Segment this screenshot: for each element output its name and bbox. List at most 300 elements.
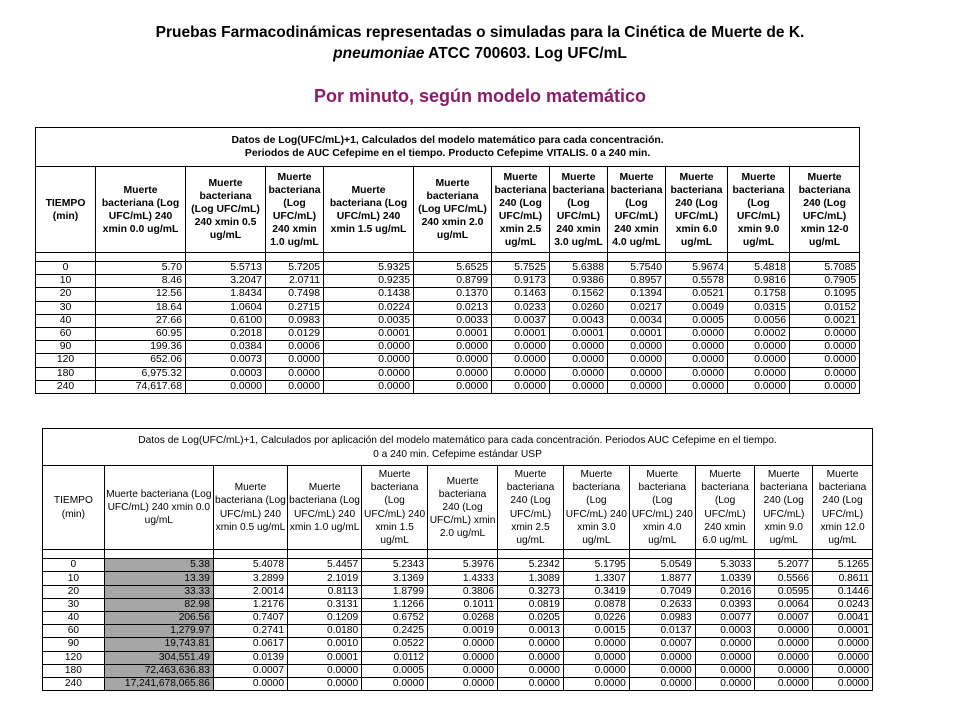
value-cell: 0.0001	[288, 651, 362, 664]
value-cell: 5.9325	[324, 262, 414, 275]
value-cell: 5.38	[104, 559, 213, 572]
value-cell: 0.0000	[790, 380, 860, 393]
value-cell: 0.0000	[813, 651, 873, 664]
table2-spacer-cell	[43, 550, 105, 559]
value-cell: 0.1394	[608, 288, 666, 301]
value-cell: 0.0000	[755, 677, 813, 690]
value-cell: 5.3033	[695, 559, 755, 572]
value-cell: 0.3273	[498, 585, 564, 598]
value-cell: 0.0000	[428, 664, 498, 677]
table1-header-4: Muerte bacteriana (Log UFC/mL) 240 xmin 1.5 ug/mL	[324, 167, 414, 253]
value-cell: 0.0000	[695, 677, 755, 690]
table1-spacer-cell	[666, 253, 728, 262]
value-cell: 0.0007	[755, 611, 813, 624]
value-cell: 0.0000	[550, 380, 608, 393]
table2-header-6: Muerte bacteriana 240 (Log UFC/mL) xmin 2.5 ug/mL	[498, 466, 564, 550]
value-cell: 8.46	[96, 275, 186, 288]
value-cell: 5.4457	[288, 559, 362, 572]
value-cell: 82.98	[104, 598, 213, 611]
table2-spacer-cell	[362, 550, 428, 559]
value-cell: 1.0339	[695, 572, 755, 585]
value-cell: 0.0000	[695, 664, 755, 677]
value-cell: 0.0000	[550, 341, 608, 354]
table-row	[43, 559, 873, 572]
table1-spacer-cell	[790, 253, 860, 262]
title-line-1: Pruebas Farmacodinámicas representadas o simuladas para la Cinética de Muerte de K.	[155, 24, 805, 41]
value-cell: 19,743.81	[104, 638, 213, 651]
value-cell: 0.0000	[728, 341, 790, 354]
value-cell: 0.0000	[492, 367, 550, 380]
value-cell: 0.0000	[790, 354, 860, 367]
value-cell: 5.7540	[608, 262, 666, 275]
value-cell: 0.0522	[362, 638, 428, 651]
value-cell: 0.0000	[498, 638, 564, 651]
table-row	[36, 262, 860, 275]
value-cell: 0.0000	[695, 638, 755, 651]
value-cell: 0.0000	[414, 367, 492, 380]
value-cell: 0.0000	[324, 367, 414, 380]
value-cell: 0.1438	[324, 288, 414, 301]
value-cell: 5.1795	[563, 559, 629, 572]
table2-caption-line-2: 0 a 240 min. Cefepime estándar USP	[373, 449, 542, 460]
value-cell: 0.0000	[666, 354, 728, 367]
table2-header-11: Muerte bacteriana 240 (Log UFC/mL) xmin 12.0 ug/mL	[813, 466, 873, 550]
value-cell: 5.5713	[186, 262, 266, 275]
table2-header-1: Muerte bacteriana (Log UFC/mL) 240 xmin 0.0 ug/mL	[104, 466, 213, 550]
value-cell: 0.0595	[755, 585, 813, 598]
table1-header-2: Muerte bacteriana (Log UFC/mL) 240 xmin 0.5 ug/mL	[186, 167, 266, 253]
value-cell: 0.1095	[790, 288, 860, 301]
table-row	[43, 585, 873, 598]
value-cell: 0.0033	[414, 314, 492, 327]
value-cell: 0.0000	[813, 664, 873, 677]
value-cell: 0.0000	[428, 651, 498, 664]
value-cell: 0.0000	[629, 651, 695, 664]
value-cell: 0.1446	[813, 585, 873, 598]
value-cell: 0.7407	[213, 611, 287, 624]
table1-spacer-cell	[728, 253, 790, 262]
table-row	[36, 314, 860, 327]
value-cell: 0.0073	[186, 354, 266, 367]
table2-spacer-cell	[288, 550, 362, 559]
value-cell: 0.6100	[186, 314, 266, 327]
table2-header-9: Muerte bacteriana (Log UFC/mL) 240 xmin 6.0 ug/mL	[695, 466, 755, 550]
value-cell: 3.2047	[186, 275, 266, 288]
value-cell: 5.1265	[813, 559, 873, 572]
value-cell: 2.0014	[213, 585, 287, 598]
value-cell: 0.0180	[288, 625, 362, 638]
value-cell: 0.0000	[666, 341, 728, 354]
value-cell: 0.0384	[186, 341, 266, 354]
value-cell: 1,279.97	[104, 625, 213, 638]
value-cell: 0.0000	[755, 638, 813, 651]
value-cell: 0.2016	[695, 585, 755, 598]
value-cell: 0.0000	[790, 341, 860, 354]
value-cell: 0.0003	[186, 367, 266, 380]
value-cell: 0.0013	[498, 625, 564, 638]
time-cell: 30	[43, 598, 105, 611]
table1-header-6: Muerte bacteriana 240 (Log UFC/mL) xmin 2.5 ug/mL	[492, 167, 550, 253]
value-cell: 0.0049	[666, 301, 728, 314]
value-cell: 0.8957	[608, 275, 666, 288]
time-cell: 120	[36, 354, 96, 367]
table2-spacer-cell	[813, 550, 873, 559]
time-cell: 180	[43, 664, 105, 677]
value-cell: 0.0041	[813, 611, 873, 624]
value-cell: 0.0112	[362, 651, 428, 664]
value-cell: 0.0129	[266, 327, 324, 340]
value-cell: 0.0000	[608, 341, 666, 354]
table2-spacer-cell	[104, 550, 213, 559]
value-cell: 0.0043	[550, 314, 608, 327]
value-cell: 0.0000	[695, 651, 755, 664]
value-cell: 0.0001	[324, 327, 414, 340]
time-cell: 240	[36, 380, 96, 393]
table2-header-2: Muerte bacteriana (Log UFC/mL) 240 xmin 0.5 ug/mL	[213, 466, 287, 550]
value-cell: 304,551.49	[104, 651, 213, 664]
value-cell: 0.0000	[608, 367, 666, 380]
value-cell: 1.3307	[563, 572, 629, 585]
value-cell: 1.8877	[629, 572, 695, 585]
value-cell: 0.8799	[414, 275, 492, 288]
value-cell: 0.2633	[629, 598, 695, 611]
table-row	[36, 288, 860, 301]
value-cell: 0.0000	[563, 664, 629, 677]
table2-header-8: Muerte bacteriana (Log UFC/mL) 240 xmin 4.0 ug/mL	[629, 466, 695, 550]
value-cell: 0.0000	[563, 651, 629, 664]
value-cell: 0.0224	[324, 301, 414, 314]
value-cell: 5.6388	[550, 262, 608, 275]
table-row	[36, 275, 860, 288]
value-cell: 0.5578	[666, 275, 728, 288]
time-cell: 60	[43, 625, 105, 638]
table-row	[43, 611, 873, 624]
value-cell: 0.1011	[428, 598, 498, 611]
value-cell: 13.39	[104, 572, 213, 585]
value-cell: 0.0819	[498, 598, 564, 611]
table1-header-5: Muerte bacteriana (Log UFC/mL) 240 xmin 2.0 ug/mL	[414, 167, 492, 253]
value-cell: 0.0000	[563, 638, 629, 651]
value-cell: 0.7498	[266, 288, 324, 301]
table1-header-11: Muerte bacteriana 240 (Log UFC/mL) xmin 12-0 ug/mL	[790, 167, 860, 253]
value-cell: 5.7085	[790, 262, 860, 275]
value-cell: 0.0000	[813, 677, 873, 690]
table-row	[43, 651, 873, 664]
table-row	[36, 367, 860, 380]
value-cell: 199.36	[96, 341, 186, 354]
table1-header-8: Muerte bacteriana (Log UFC/mL) 240 xmin 4.0 ug/mL	[608, 167, 666, 253]
value-cell: 5.0549	[629, 559, 695, 572]
value-cell: 0.9386	[550, 275, 608, 288]
value-cell: 0.0000	[608, 354, 666, 367]
value-cell: 0.0000	[498, 677, 564, 690]
value-cell: 12.56	[96, 288, 186, 301]
table1-caption	[36, 128, 860, 167]
value-cell: 2.1019	[288, 572, 362, 585]
value-cell: 0.0205	[498, 611, 564, 624]
value-cell: 0.0137	[629, 625, 695, 638]
value-cell: 0.0000	[790, 367, 860, 380]
value-cell: 5.2343	[362, 559, 428, 572]
time-cell: 90	[43, 638, 105, 651]
value-cell: 0.0000	[362, 677, 428, 690]
value-cell: 0.0005	[362, 664, 428, 677]
value-cell: 0.2715	[266, 301, 324, 314]
table-row	[36, 354, 860, 367]
value-cell: 0.0000	[213, 677, 287, 690]
table1-spacer-cell	[492, 253, 550, 262]
table2-header-3: Muerte bacteriana (Log UFC/mL) 240 xmin 1.0 ug/mL	[288, 466, 362, 550]
value-cell: 5.2342	[498, 559, 564, 572]
value-cell: 0.0005	[666, 314, 728, 327]
value-cell: 5.2077	[755, 559, 813, 572]
time-cell: 0	[43, 559, 105, 572]
value-cell: 2.0711	[266, 275, 324, 288]
table1-spacer-cell	[96, 253, 186, 262]
value-cell: 0.0000	[608, 380, 666, 393]
value-cell: 27.66	[96, 314, 186, 327]
value-cell: 0.0037	[492, 314, 550, 327]
table2-spacer-cell	[498, 550, 564, 559]
value-cell: 0.7905	[790, 275, 860, 288]
table2-header-4: Muerte bacteriana (Log UFC/mL) 240 xmin 1.5 ug/mL	[362, 466, 428, 550]
value-cell: 0.6752	[362, 611, 428, 624]
value-cell: 0.0021	[790, 314, 860, 327]
table1-header-9: Muerte bacteriana 240 (Log UFC/mL) xmin 6.0 ug/mL	[666, 167, 728, 253]
value-cell: 0.0010	[288, 638, 362, 651]
value-cell: 0.1463	[492, 288, 550, 301]
value-cell: 0.0006	[266, 341, 324, 354]
value-cell: 0.0000	[666, 327, 728, 340]
value-cell: 0.0000	[414, 354, 492, 367]
value-cell: 0.0001	[608, 327, 666, 340]
table1-header-3: Muerte bacteriana (Log UFC/mL) 240 xmin 1.0 ug/mL	[266, 167, 324, 253]
value-cell: 1.2176	[213, 598, 287, 611]
value-cell: 0.1209	[288, 611, 362, 624]
value-cell: 0.0002	[728, 327, 790, 340]
value-cell: 0.0001	[550, 327, 608, 340]
value-cell: 0.0000	[550, 354, 608, 367]
value-cell: 0.9235	[324, 275, 414, 288]
page-subtitle: Por minuto, según modelo matemático	[313, 86, 647, 106]
table-row	[36, 341, 860, 354]
value-cell: 0.0243	[813, 598, 873, 611]
time-cell: 20	[43, 585, 105, 598]
value-cell: 5.3976	[428, 559, 498, 572]
value-cell: 0.0000	[813, 638, 873, 651]
value-cell: 0.0000	[550, 367, 608, 380]
value-cell: 5.4818	[728, 262, 790, 275]
table1-spacer-cell	[36, 253, 96, 262]
value-cell: 0.0007	[629, 638, 695, 651]
value-cell: 0.1562	[550, 288, 608, 301]
value-cell: 0.0000	[666, 380, 728, 393]
species-name: pneumoniae	[333, 45, 425, 62]
table2-spacer-cell	[755, 550, 813, 559]
value-cell: 0.0000	[755, 664, 813, 677]
value-cell: 0.0015	[563, 625, 629, 638]
value-cell: 0.5566	[755, 572, 813, 585]
value-cell: 0.1758	[728, 288, 790, 301]
value-cell: 0.0226	[563, 611, 629, 624]
value-cell: 6,975.32	[96, 367, 186, 380]
value-cell: 0.0000	[629, 664, 695, 677]
value-cell: 0.0983	[629, 611, 695, 624]
value-cell: 5.9674	[666, 262, 728, 275]
value-cell: 5.6525	[414, 262, 492, 275]
table2-caption-line-1: Datos de Log(UFC/mL)+1, Calculados por aplicación del modelo matemático para cada concentración. Periodos AUC Cefepime en el tiempo.	[138, 435, 777, 446]
time-cell: 60	[36, 327, 96, 340]
table-vitalis	[35, 127, 860, 394]
value-cell: 5.4078	[213, 559, 287, 572]
table2-spacer-cell	[213, 550, 287, 559]
value-cell: 0.0000	[492, 354, 550, 367]
value-cell: 652.06	[96, 354, 186, 367]
table2-header-5: Muerte bacteriana 240 (Log UFC/mL) xmin 2.0 ug/mL	[428, 466, 498, 550]
value-cell: 0.0000	[790, 327, 860, 340]
value-cell: 0.9816	[728, 275, 790, 288]
value-cell: 0.0000	[728, 367, 790, 380]
value-cell: 0.0000	[324, 380, 414, 393]
value-cell: 0.0217	[608, 301, 666, 314]
table2-caption	[43, 429, 873, 466]
time-cell: 10	[43, 572, 105, 585]
value-cell: 0.0019	[428, 625, 498, 638]
value-cell: 3.1369	[362, 572, 428, 585]
value-cell: 0.0983	[266, 314, 324, 327]
value-cell: 0.0000	[266, 354, 324, 367]
time-cell: 180	[36, 367, 96, 380]
time-cell: 10	[36, 275, 96, 288]
value-cell: 1.8799	[362, 585, 428, 598]
value-cell: 1.3089	[498, 572, 564, 585]
value-cell: 0.0000	[428, 638, 498, 651]
value-cell: 0.0000	[492, 341, 550, 354]
table2-header-7: Muerte bacteriana (Log UFC/mL) 240 xmin 3.0 ug/mL	[563, 466, 629, 550]
time-cell: 240	[43, 677, 105, 690]
value-cell: 0.9173	[492, 275, 550, 288]
value-cell: 18.64	[96, 301, 186, 314]
table-row	[36, 380, 860, 393]
value-cell: 1.1266	[362, 598, 428, 611]
value-cell: 0.0000	[324, 354, 414, 367]
table-usp	[42, 428, 873, 691]
value-cell: 0.0007	[213, 664, 287, 677]
time-cell: 90	[36, 341, 96, 354]
table1-spacer-cell	[608, 253, 666, 262]
value-cell: 0.0000	[288, 677, 362, 690]
value-cell: 0.0000	[728, 354, 790, 367]
value-cell: 0.0000	[755, 625, 813, 638]
value-cell: 0.2425	[362, 625, 428, 638]
value-cell: 5.7205	[266, 262, 324, 275]
value-cell: 0.2018	[186, 327, 266, 340]
table1-header-1: Muerte bacteriana (Log UFC/mL) 240 xmin 0.0 ug/mL	[96, 167, 186, 253]
value-cell: 0.0000	[428, 677, 498, 690]
value-cell: 0.0268	[428, 611, 498, 624]
value-cell: 0.0315	[728, 301, 790, 314]
table-row	[43, 598, 873, 611]
table-row	[43, 625, 873, 638]
value-cell: 0.0000	[324, 341, 414, 354]
value-cell: 3.2899	[213, 572, 287, 585]
value-cell: 0.0233	[492, 301, 550, 314]
value-cell: 17,241,678,065.86	[104, 677, 213, 690]
value-cell: 0.0064	[755, 598, 813, 611]
table-row	[43, 638, 873, 651]
value-cell: 0.0001	[492, 327, 550, 340]
table2-spacer-cell	[629, 550, 695, 559]
table1-caption-line-2: Periodos de AUC Cefepime en el tiempo. Producto Cefepime VITALIS. 0 a 240 min.	[244, 148, 651, 159]
value-cell: 0.0035	[324, 314, 414, 327]
value-cell: 0.0000	[755, 651, 813, 664]
value-cell: 0.0000	[266, 367, 324, 380]
value-cell: 0.8611	[813, 572, 873, 585]
value-cell: 0.0213	[414, 301, 492, 314]
value-cell: 0.7049	[629, 585, 695, 598]
value-cell: 0.0000	[266, 380, 324, 393]
value-cell: 0.0260	[550, 301, 608, 314]
value-cell: 1.8434	[186, 288, 266, 301]
value-cell: 0.0000	[288, 664, 362, 677]
value-cell: 1.4333	[428, 572, 498, 585]
value-cell: 0.0393	[695, 598, 755, 611]
value-cell: 206.56	[104, 611, 213, 624]
value-cell: 0.0000	[186, 380, 266, 393]
value-cell: 0.0000	[414, 341, 492, 354]
table1-spacer-cell	[414, 253, 492, 262]
value-cell: 5.7525	[492, 262, 550, 275]
value-cell: 0.0000	[563, 677, 629, 690]
table-row	[36, 327, 860, 340]
value-cell: 0.0034	[608, 314, 666, 327]
table1-spacer-cell	[550, 253, 608, 262]
value-cell: 0.0000	[414, 380, 492, 393]
value-cell: 0.0001	[414, 327, 492, 340]
time-cell: 0	[36, 262, 96, 275]
table-row	[43, 664, 873, 677]
value-cell: 0.0152	[790, 301, 860, 314]
value-cell: 0.0003	[695, 625, 755, 638]
table2-header-10: Muerte bacteriana 240 (Log UFC/mL) xmin 9.0 ug/mL	[755, 466, 813, 550]
value-cell: 72,463,636.83	[104, 664, 213, 677]
title-strain: ATCC 700603. Log UFC/mL	[424, 45, 627, 62]
value-cell: 33.33	[104, 585, 213, 598]
value-cell: 0.0000	[498, 664, 564, 677]
table2-spacer-cell	[428, 550, 498, 559]
value-cell: 0.0077	[695, 611, 755, 624]
table-row	[36, 301, 860, 314]
value-cell: 0.2741	[213, 625, 287, 638]
value-cell: 0.0617	[213, 638, 287, 651]
value-cell: 0.3806	[428, 585, 498, 598]
value-cell: 5.70	[96, 262, 186, 275]
value-cell: 60.95	[96, 327, 186, 340]
value-cell: 0.0001	[813, 625, 873, 638]
value-cell: 0.3131	[288, 598, 362, 611]
value-cell: 0.1370	[414, 288, 492, 301]
value-cell: 0.0000	[666, 367, 728, 380]
table1-spacer-cell	[266, 253, 324, 262]
value-cell: 1.0604	[186, 301, 266, 314]
table1-header-7: Muerte bacteriana (Log UFC/mL) 240 xmin 3.0 ug/mL	[550, 167, 608, 253]
time-cell: 30	[36, 301, 96, 314]
table2-spacer-cell	[695, 550, 755, 559]
value-cell: 74,617.68	[96, 380, 186, 393]
table2-header-0: TIEMPO (min)	[43, 466, 105, 550]
table1-header-0: TIEMPO (min)	[36, 167, 96, 253]
value-cell: 0.0000	[629, 677, 695, 690]
